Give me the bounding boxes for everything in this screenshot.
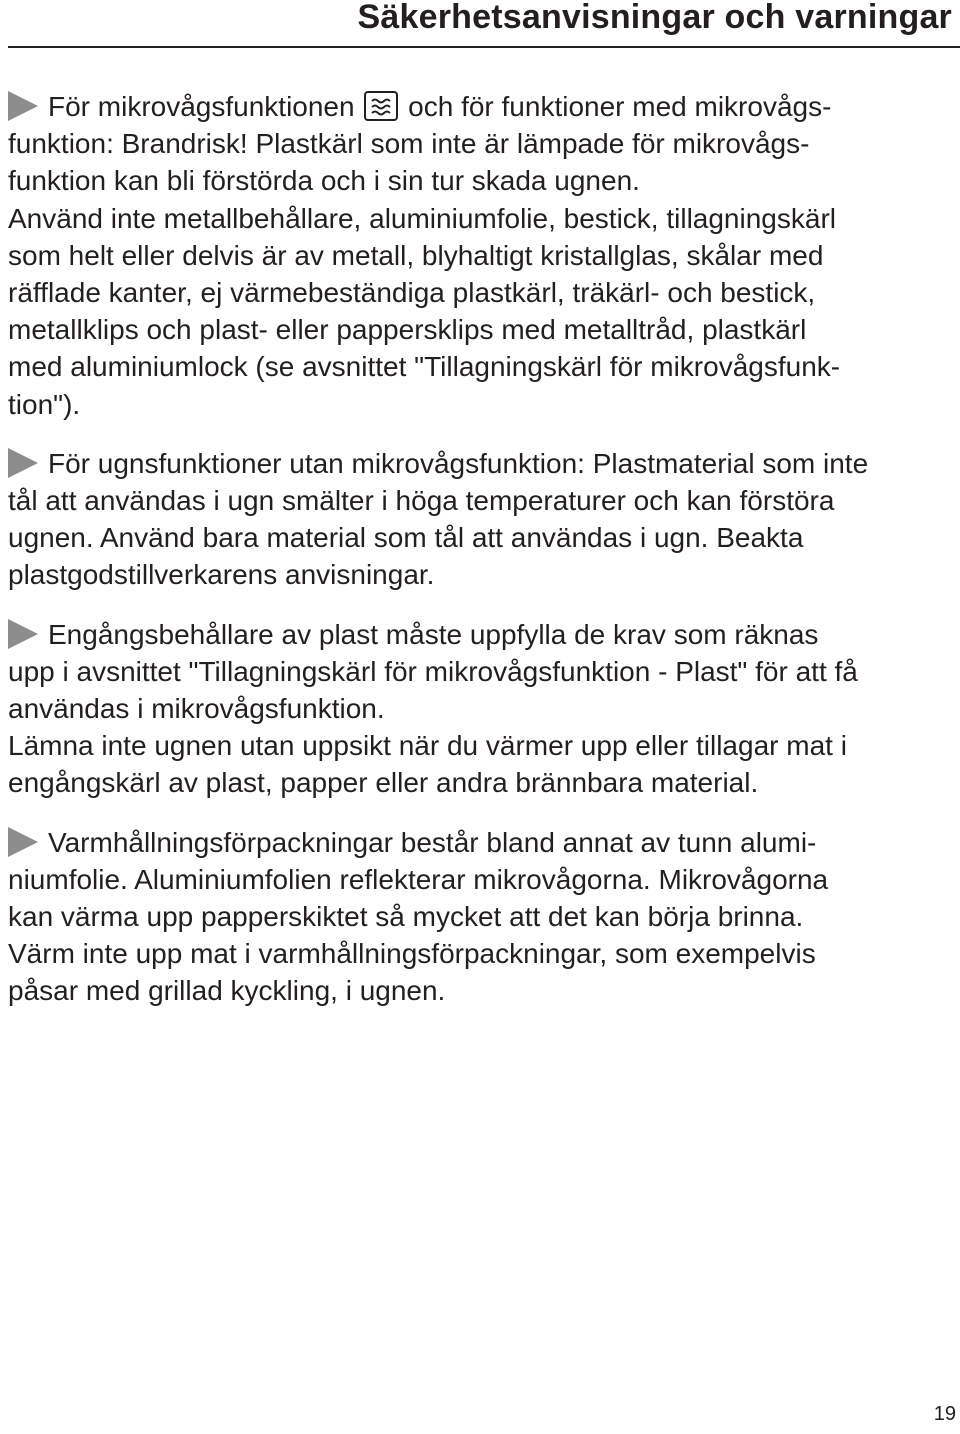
- paragraph-text: och för funktioner med mikrovågs-: [400, 91, 832, 122]
- paragraph-line: engångskärl av plast, papper eller andra brännbara material.: [8, 767, 759, 799]
- paragraph-line: [8, 616, 956, 653]
- safety-paragraph-warming-packaging: [8, 824, 956, 1010]
- microwave-function-icon: [364, 91, 398, 121]
- page-title: Säkerhetsanvisningar och varningar: [357, 0, 952, 36]
- paragraph-text: För ugnsfunktioner utan mikrovågsfunktion: Plastmaterial som inte: [48, 447, 869, 479]
- paragraph-text: Varmhållningsförpackningar består bland annat av tunn alumi-: [48, 826, 817, 858]
- header-divider: [8, 46, 960, 48]
- paragraph-line: Använd inte metallbehållare, aluminiumfolie, bestick, tillagningskärl: [8, 202, 836, 234]
- paragraph-line: användas i mikrovågsfunktion.: [8, 693, 385, 725]
- paragraph-line: funktion kan bli förstörda och i sin tur skada ugnen.: [8, 165, 640, 197]
- paragraph-line: niumfolie. Aluminiumfolien reflekterar mikrovågorna. Mikrovågorna: [8, 863, 829, 895]
- paragraph-line: som helt eller delvis är av metall, blyhaltigt kristallglas, skålar med: [8, 239, 824, 271]
- safety-paragraph-oven-plastic: [8, 445, 956, 594]
- paragraph-line: funktion: Brandrisk! Plastkärl som inte är lämpade för mikrovågs-: [8, 128, 810, 160]
- paragraph-line: tion").: [8, 388, 81, 420]
- paragraph-line: Lämna inte ugnen utan uppsikt när du värmer upp eller tillagar mat i: [8, 730, 847, 762]
- paragraph-line: upp i avsnittet "Tillagningskärl för mikrovågsfunktion - Plast" för att få: [8, 655, 858, 687]
- paragraph-line: med aluminiumlock (se avsnittet "Tillagningskärl för mikrovågsfunk-: [8, 351, 841, 383]
- paragraph-line: [8, 445, 956, 482]
- triangle-bullet-icon: [8, 619, 38, 649]
- triangle-bullet-icon: [8, 448, 38, 478]
- paragraph-line: kan värma upp papperskiktet så mycket att det kan börja brinna.: [8, 901, 804, 933]
- paragraph-line: tål att användas i ugn smälter i höga temperaturer och kan förstöra: [8, 485, 835, 517]
- paragraph-line: metallklips och plast- eller pappersklips med metalltråd, plastkärl: [8, 314, 807, 346]
- paragraph-line: påsar med grillad kyckling, i ugnen.: [8, 975, 446, 1007]
- paragraph-line: ugnen. Använd bara material som tål att användas i ugn. Beakta: [8, 522, 804, 554]
- triangle-bullet-icon: [8, 91, 38, 121]
- paragraph-line: [8, 88, 956, 125]
- paragraph-line: plastgodstillverkarens anvisningar.: [8, 559, 435, 591]
- triangle-bullet-icon: [8, 827, 38, 857]
- safety-paragraph-disposable-containers: [8, 616, 956, 802]
- page-number: 19: [933, 1403, 956, 1425]
- paragraph-line: [8, 824, 956, 861]
- paragraph-line: Värm inte upp mat i varmhållningsförpackningar, som exempelvis: [8, 938, 816, 970]
- paragraph-text: För mikrovågsfunktionen: [48, 91, 363, 122]
- paragraph-text: Engångsbehållare av plast måste uppfylla de krav som räknas: [48, 618, 819, 650]
- document-body: [8, 88, 956, 1010]
- paragraph-line: räfflade kanter, ej värmebeständiga plastkärl, träkärl- och bestick,: [8, 277, 816, 309]
- safety-paragraph-microwave: [8, 88, 956, 423]
